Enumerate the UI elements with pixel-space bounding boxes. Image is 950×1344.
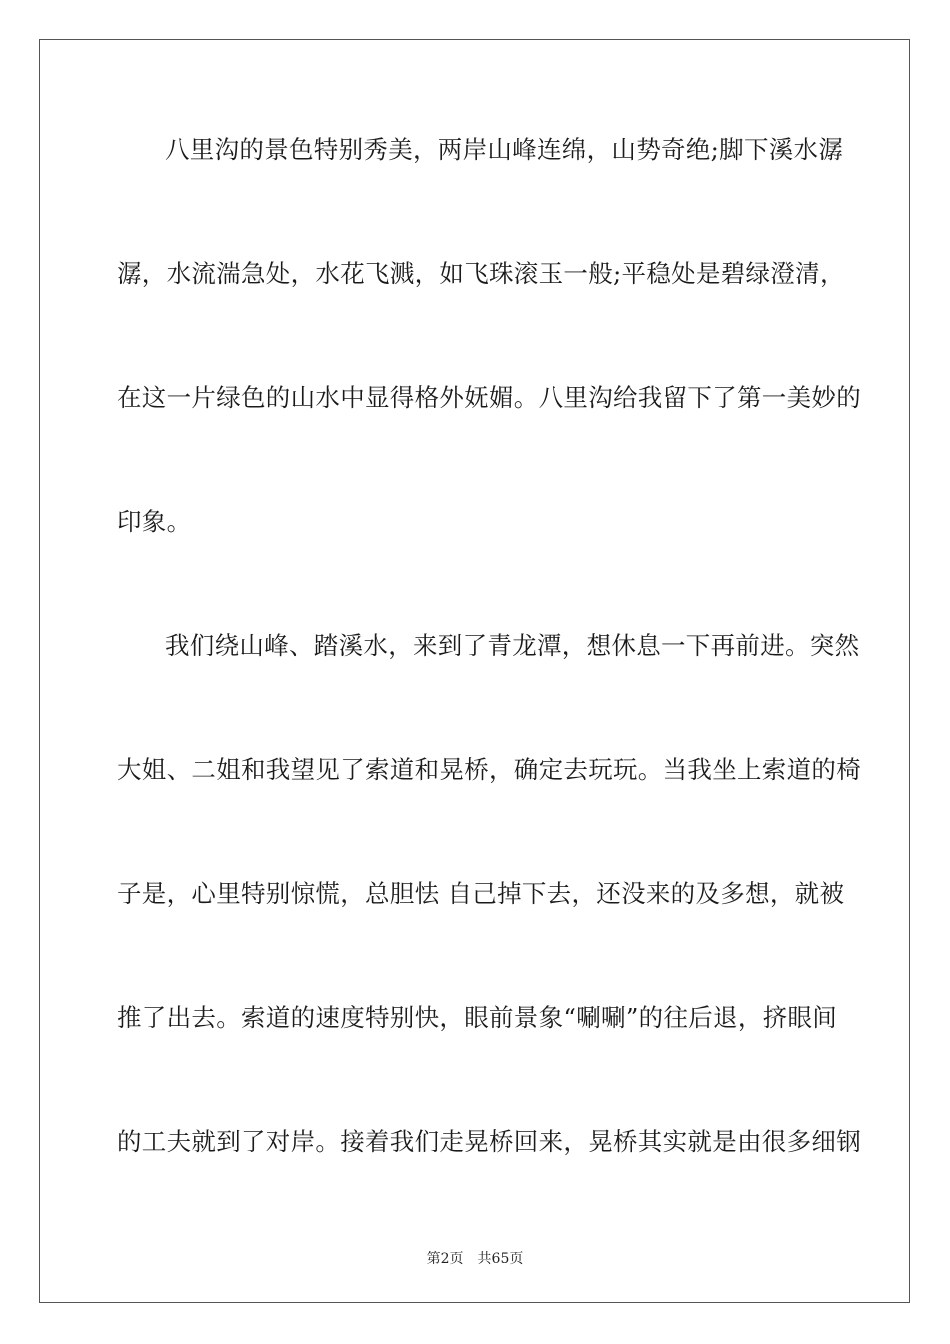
paragraph-1-line-1: 八里沟的景色特别秀美，两岸山峰连绵，山势奇绝;脚下溪水潺 <box>165 135 844 164</box>
paragraph-2-line-4: 推了出去。索道的速度特别快，眼前景象“唰唰”的往后退，挤眼间 <box>117 1003 838 1032</box>
paragraph-1-line-2: 潺，水流湍急处，水花飞溅，如飞珠滚玉一般;平稳处是碧绿澄清， <box>117 259 845 288</box>
page-footer <box>0 1248 950 1268</box>
page-border <box>39 39 910 1303</box>
paragraph-1-line-4: 印象。 <box>117 507 192 536</box>
paragraph-2-line-3: 子是，心里特别惊慌，总胆怯 自己掉下去，还没来的及多想，就被 <box>117 879 845 908</box>
paragraph-1-line-3: 在这一片绿色的山水中显得格外妩媚。八里沟给我留下了第一美妙的 <box>117 383 861 412</box>
paragraph-2-line-5: 的工夫就到了对岸。接着我们走晃桥回来，晃桥其实就是由很多细钢 <box>117 1127 861 1156</box>
page-total: 共65页 <box>477 1251 524 1267</box>
page-number: 第2页 <box>426 1251 464 1267</box>
paragraph-2-line-1: 我们绕山峰、踏溪水，来到了青龙潭，想休息一下再前进。突然 <box>165 631 860 660</box>
paragraph-2-line-2: 大姐、二姐和我望见了索道和晃桥，确定去玩玩。当我坐上索道的椅 <box>117 755 861 784</box>
